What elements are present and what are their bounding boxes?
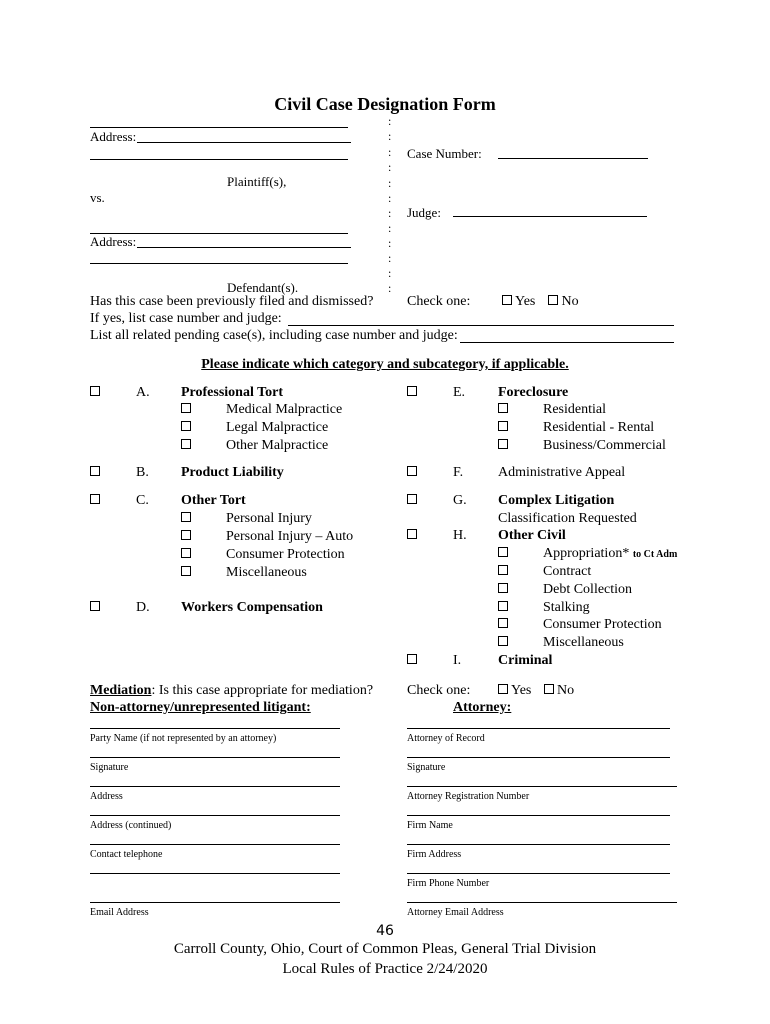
subcategory-label: Legal Malpractice xyxy=(226,420,329,435)
subcategory-item[interactable] xyxy=(181,511,191,527)
case-number-line[interactable] xyxy=(498,158,648,159)
case-number-label: Case Number: xyxy=(407,146,482,161)
subcategory-label: Personal Injury – Auto xyxy=(226,529,354,544)
checkbox-icon[interactable] xyxy=(181,421,191,431)
category-a-name: Professional Tort xyxy=(181,385,284,400)
checkbox-icon[interactable] xyxy=(407,386,417,396)
attorney-field-line[interactable] xyxy=(407,786,677,787)
litigant-field-line[interactable] xyxy=(90,902,340,903)
attorney-heading: Attorney: xyxy=(453,700,512,715)
subcategory-item[interactable] xyxy=(498,564,508,580)
litigant-field-line[interactable] xyxy=(90,815,340,816)
subcategory-item[interactable] xyxy=(498,617,508,633)
vs-label: vs. xyxy=(90,190,105,205)
checkbox-icon[interactable] xyxy=(90,466,100,476)
subcategory-label: Personal Injury xyxy=(226,511,312,526)
judge-line[interactable] xyxy=(453,216,647,217)
category-f-letter: F. xyxy=(453,465,464,480)
caption-divider: : xyxy=(388,281,392,295)
category-a-checkbox[interactable] xyxy=(90,385,100,401)
subcategory-label: Debt Collection xyxy=(543,582,633,597)
appropriation-label: Appropriation* xyxy=(543,546,630,561)
prior-filing-yes[interactable] xyxy=(502,294,535,310)
caption-divider: : xyxy=(388,191,392,205)
checkbox-icon[interactable] xyxy=(90,386,100,396)
plaintiff-address-label: Address: xyxy=(90,129,137,144)
subcategory-item[interactable] xyxy=(498,600,508,616)
checkbox-icon[interactable] xyxy=(498,565,508,575)
category-e-checkbox[interactable] xyxy=(407,385,417,401)
subcategory-item[interactable] xyxy=(181,547,191,563)
caption-divider: : xyxy=(388,114,392,128)
category-h-name: Other Civil xyxy=(498,528,566,543)
category-a-letter: A. xyxy=(136,385,150,400)
attorney-field-label: Attorney Registration Number xyxy=(407,791,530,802)
category-b-letter: B. xyxy=(136,465,149,480)
checkbox-icon[interactable] xyxy=(498,547,508,557)
checkbox-icon[interactable] xyxy=(181,566,191,576)
litigant-field-line[interactable] xyxy=(90,873,340,874)
checkbox-icon[interactable] xyxy=(498,439,508,449)
category-f-checkbox[interactable] xyxy=(407,465,417,481)
if-yes-line[interactable] xyxy=(288,325,674,326)
mediation-question-text: : Is this case appropriate for mediation? xyxy=(151,683,374,698)
litigant-field-label: Address xyxy=(90,791,123,802)
plaintiff-name-line[interactable] xyxy=(90,127,348,128)
checkbox-icon[interactable] xyxy=(181,530,191,540)
attorney-field-line[interactable] xyxy=(407,873,670,874)
attorney-field-label: Attorney Email Address xyxy=(407,907,504,918)
subcategory-label: Medical Malpractice xyxy=(226,402,343,417)
attorney-field-label: Attorney of Record xyxy=(407,733,485,744)
caption-divider: : xyxy=(388,221,392,235)
litigant-field-label: Signature xyxy=(90,762,129,773)
subcategory-item[interactable] xyxy=(498,635,508,651)
checkbox-icon[interactable] xyxy=(498,583,508,593)
yes-label: Yes xyxy=(514,294,536,309)
category-f-name: Administrative Appeal xyxy=(498,465,626,480)
category-h-checkbox[interactable] xyxy=(407,528,417,544)
checkbox-icon[interactable] xyxy=(181,548,191,558)
checkbox-icon[interactable] xyxy=(498,636,508,646)
checkbox-icon[interactable] xyxy=(90,494,100,504)
attorney-field-line[interactable] xyxy=(407,815,670,816)
attorney-field-label: Firm Name xyxy=(407,820,453,831)
checkbox-icon[interactable] xyxy=(498,684,508,694)
litigant-field-line[interactable] xyxy=(90,757,340,758)
mediation-question xyxy=(90,683,373,699)
subcategory-item[interactable] xyxy=(498,582,508,598)
category-i-name: Criminal xyxy=(498,653,553,668)
page-title: Civil Case Designation Form xyxy=(274,94,496,114)
attorney-field-line[interactable] xyxy=(407,902,677,903)
mediation-label: Mediation xyxy=(90,683,152,698)
checkbox-icon[interactable] xyxy=(181,403,191,413)
litigant-field-line[interactable] xyxy=(90,786,340,787)
checkbox-icon[interactable] xyxy=(407,654,417,664)
page-number: 46 xyxy=(376,923,394,939)
checkbox-icon[interactable] xyxy=(544,684,554,694)
caption-divider: : xyxy=(388,145,392,159)
checkbox-icon[interactable] xyxy=(498,601,508,611)
caption-divider: : xyxy=(388,236,392,250)
category-g-name: Complex Litigation xyxy=(498,493,615,508)
litigant-field-label: Contact telephone xyxy=(90,849,163,860)
footer-rules: Local Rules of Practice 2/24/2020 xyxy=(282,961,488,977)
caption-divider: : xyxy=(388,160,392,174)
defendant-address-line-2[interactable] xyxy=(90,263,348,264)
checkbox-icon[interactable] xyxy=(502,295,512,305)
plaintiff-address-line[interactable] xyxy=(137,142,351,143)
subcategory-label: Miscellaneous xyxy=(543,635,624,650)
litigant-field-line[interactable] xyxy=(90,844,340,845)
checkbox-icon[interactable] xyxy=(181,439,191,449)
checkbox-icon[interactable] xyxy=(498,618,508,628)
caption-divider: : xyxy=(388,176,392,190)
checkbox-icon[interactable] xyxy=(407,466,417,476)
defendant-address-label: Address: xyxy=(90,234,137,249)
litigant-field-label: Party Name (if not represented by an attorney) xyxy=(90,733,277,744)
checkbox-icon[interactable] xyxy=(181,512,191,522)
footer-court: Carroll County, Ohio, Court of Common Pleas, General Trial Division xyxy=(173,941,597,957)
category-b-checkbox[interactable] xyxy=(90,465,100,481)
subcategory-label: Residential xyxy=(543,402,606,417)
checkbox-icon[interactable] xyxy=(407,494,417,504)
subcategory-item[interactable] xyxy=(181,565,191,581)
caption-divider: : xyxy=(388,129,392,143)
prior-filing-no[interactable] xyxy=(548,294,579,310)
prior-filing-question: Has this case been previously filed and dismissed? xyxy=(90,294,374,309)
subcategory-item[interactable] xyxy=(181,420,191,436)
litigant-field-line[interactable] xyxy=(90,728,340,729)
pending-cases-label: List all related pending case(s), including case number and judge: xyxy=(90,328,458,343)
checkbox-icon[interactable] xyxy=(498,403,508,413)
category-i-letter: I. xyxy=(453,653,462,668)
checkbox-icon[interactable] xyxy=(90,601,100,611)
caption-divider: : xyxy=(388,251,392,265)
attorney-field-label: Signature xyxy=(407,762,446,773)
category-g-note: Classification Requested xyxy=(498,511,637,526)
checkbox-icon[interactable] xyxy=(498,421,508,431)
subcategory-item[interactable] xyxy=(498,402,508,418)
subcategory-item[interactable] xyxy=(181,402,191,418)
caption-divider: : xyxy=(388,266,392,280)
subcategory-item[interactable] xyxy=(498,546,508,562)
litigant-heading: Non-attorney/unrepresented litigant: xyxy=(90,700,311,715)
subcategory-label: Consumer Protection xyxy=(543,617,662,632)
category-c-name: Other Tort xyxy=(181,493,246,508)
plaintiff-address-line-2[interactable] xyxy=(90,159,348,160)
subcategory-label: Miscellaneous xyxy=(226,565,307,580)
litigant-field-label: Email Address xyxy=(90,907,149,918)
subcategory-label: Contract xyxy=(543,564,592,579)
subcategory-item[interactable] xyxy=(181,529,191,545)
subcategory-label: Stalking xyxy=(543,600,590,615)
category-g-letter: G. xyxy=(453,493,467,508)
caption-divider: : xyxy=(388,206,392,220)
category-e-name: Foreclosure xyxy=(498,385,569,400)
category-e-letter: E. xyxy=(453,385,466,400)
subcategory-label: Other Malpractice xyxy=(226,438,329,453)
no-label: No xyxy=(557,683,575,698)
attorney-field-line[interactable] xyxy=(407,757,670,758)
subcategory-label xyxy=(543,546,677,562)
attorney-field-line[interactable] xyxy=(407,844,670,845)
attorney-field-label: Firm Address xyxy=(407,849,462,860)
subcategory-label: Business/Commercial xyxy=(543,438,666,453)
category-b-name: Product Liability xyxy=(181,465,284,480)
yes-label: Yes xyxy=(511,683,532,698)
plaintiff-label: Plaintiff(s), xyxy=(227,174,287,189)
category-d-name: Workers Compensation xyxy=(181,600,323,615)
category-heading: Please indicate which category and subcategory, if applicable. xyxy=(201,357,569,372)
subcategory-item[interactable] xyxy=(498,438,508,454)
mediation-no[interactable] xyxy=(544,683,574,699)
prior-filing-check-one: Check one: xyxy=(407,294,471,309)
subcategory-item[interactable] xyxy=(181,438,191,454)
defendant-label: Defendant(s). xyxy=(227,280,299,295)
category-d-letter: D. xyxy=(136,600,150,615)
mediation-yes[interactable] xyxy=(498,683,531,699)
subcategory-label: Residential - Rental xyxy=(543,420,655,435)
category-i-checkbox[interactable] xyxy=(407,653,417,669)
mediation-check-one: Check one: xyxy=(407,683,471,698)
category-c-letter: C. xyxy=(136,493,149,508)
attorney-field-label: Firm Phone Number xyxy=(407,878,490,889)
checkbox-icon[interactable] xyxy=(407,529,417,539)
category-c-checkbox[interactable] xyxy=(90,493,100,509)
checkbox-icon[interactable] xyxy=(548,295,558,305)
subcategory-item[interactable] xyxy=(498,420,508,436)
category-h-letter: H. xyxy=(453,528,467,543)
pending-cases-line[interactable] xyxy=(460,342,674,343)
subcategory-label: Consumer Protection xyxy=(226,547,345,562)
if-yes-label: If yes, list case number and judge: xyxy=(90,311,282,326)
litigant-field-label: Address (continued) xyxy=(90,820,172,831)
category-d-checkbox[interactable] xyxy=(90,600,100,616)
attorney-field-line[interactable] xyxy=(407,728,670,729)
defendant-address-line[interactable] xyxy=(137,247,351,248)
appropriation-note: to Ct Adm xyxy=(632,549,678,560)
judge-label: Judge: xyxy=(407,205,441,220)
category-g-checkbox[interactable] xyxy=(407,493,417,509)
no-label: No xyxy=(561,294,579,309)
